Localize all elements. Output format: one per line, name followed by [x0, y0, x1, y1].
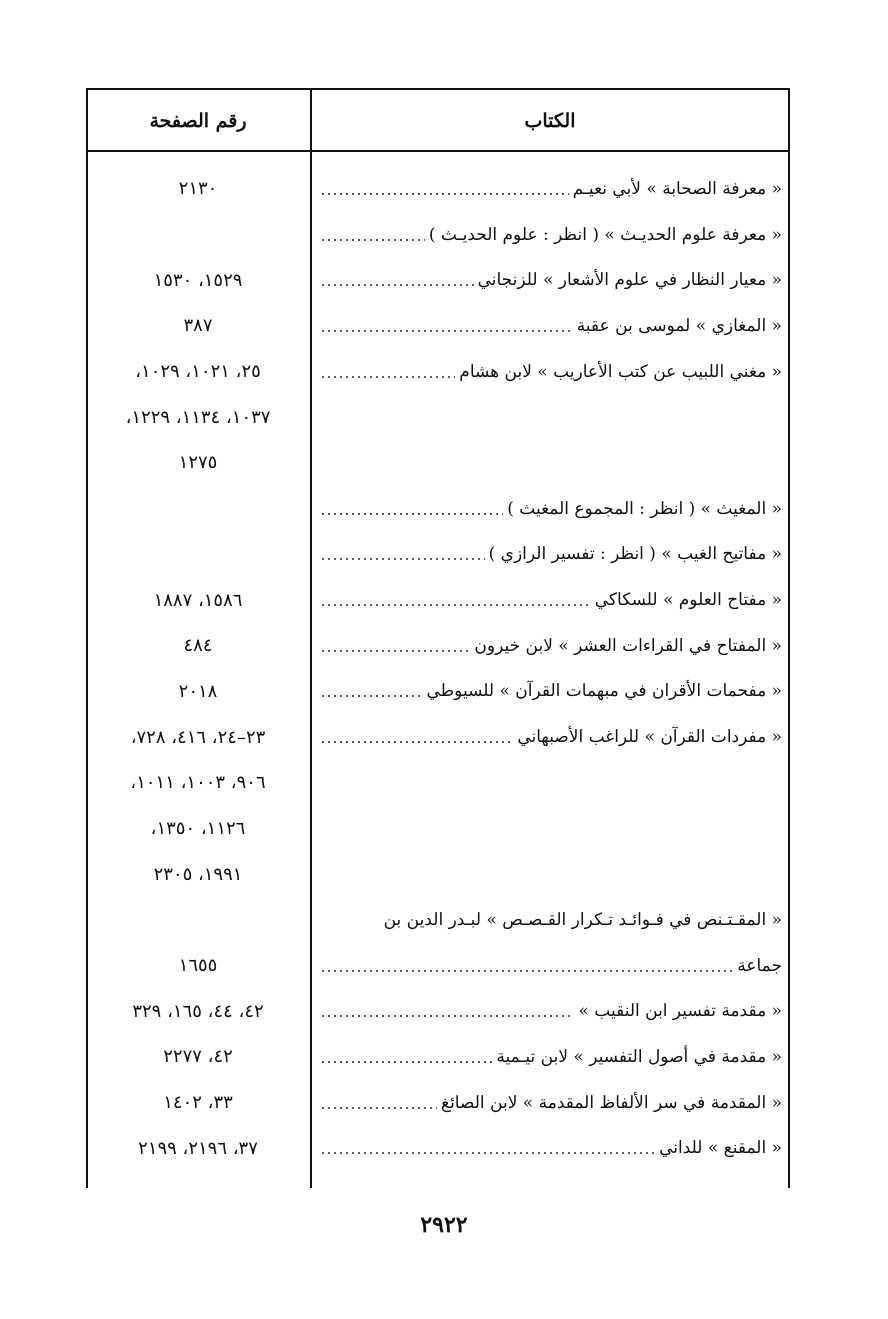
- page-number-cell: ١٩٩١، ٢٣٠٥: [153, 863, 243, 885]
- page-number-cell: [86, 532, 310, 578]
- page-number-cell: ٤٢، ٢٢٧٧: [163, 1046, 233, 1068]
- book-title: « المقنع » للداني: [659, 1138, 782, 1159]
- table-row: [86, 532, 790, 578]
- leader-dots: [320, 558, 485, 560]
- book-cell: [320, 486, 782, 532]
- book-title: « المغازي » لموسى بن عقبة: [576, 315, 782, 336]
- page-number-cell: ٢٥، ١٠٢١، ١٠٢٩،: [135, 361, 261, 383]
- leader-dots: [320, 604, 591, 606]
- leader-dots: [320, 1061, 492, 1063]
- table-row: [86, 212, 790, 258]
- page-number-cell: ٩٠٦، ١٠٠٣، ١٠١١،: [130, 772, 266, 794]
- table-row: [86, 1034, 790, 1080]
- leader-dots: [320, 284, 474, 286]
- table-row: [86, 303, 790, 349]
- book-cell: [320, 623, 782, 669]
- table-row: [86, 943, 790, 989]
- book-cell: [320, 760, 782, 806]
- table-row: [86, 760, 790, 806]
- book-title: « المقدمة في سر الألفاظ المقدمة » لابن الصائغ: [441, 1092, 782, 1113]
- table-row: [86, 988, 790, 1034]
- page-number-cell: ٣٧، ٢١٩٦، ٢١٩٩: [138, 1137, 258, 1159]
- table-row: [86, 394, 790, 440]
- page-number-cell: ٤٨٤: [183, 635, 213, 657]
- book-cell: [320, 349, 782, 395]
- book-cell: [320, 851, 782, 897]
- table-top-border: [86, 88, 790, 90]
- book-cell: [320, 394, 782, 440]
- page-number-cell: ٢١٣٠: [178, 178, 218, 200]
- book-cell: [320, 212, 782, 258]
- leader-dots: [320, 330, 573, 332]
- page-number-cell: [86, 486, 310, 532]
- book-cell: [320, 943, 782, 989]
- page-number-cell: ٣٣، ١٤٠٢: [163, 1092, 233, 1114]
- table-row: [86, 577, 790, 623]
- book-title: « معرفة علوم الحديـث » ( انظر : علوم الحديـث ): [428, 224, 782, 245]
- table-rows: [86, 166, 790, 1171]
- book-title: جماعة: [737, 955, 782, 976]
- page-number-cell: ١١٢٦، ١٣٥٠،: [150, 817, 246, 839]
- page-number-cell: [86, 897, 310, 943]
- page-number: ٢٩٢٢: [420, 1212, 468, 1238]
- book-cell: [320, 440, 782, 486]
- index-table: [86, 88, 790, 1188]
- leader-dots: [320, 1152, 655, 1154]
- table-row: [86, 714, 790, 760]
- table-row: [86, 257, 790, 303]
- book-cell: [320, 897, 782, 943]
- book-title: « مفحمات الأقران في مبهمات القرآن » للسيوطي: [426, 681, 782, 702]
- book-title: « معيار النظار في علوم الأشعار » للزنجاني: [477, 270, 782, 291]
- table-row: [86, 897, 790, 943]
- page-number-cell: ٣٨٧: [183, 315, 213, 337]
- table-row: [86, 440, 790, 486]
- page-number-cell: ١٠٣٧، ١١٣٤، ١٢٢٩،: [125, 406, 271, 428]
- header-page-number: رقم الصفحة: [149, 110, 247, 132]
- table-row: [86, 1125, 790, 1171]
- leader-dots: [320, 239, 425, 241]
- header-book: الكتاب: [524, 110, 576, 132]
- book-cell: [320, 166, 782, 212]
- table-row: [86, 623, 790, 669]
- page-number-cell: [86, 212, 310, 258]
- book-title: « مفتاح العلوم » للسكاكي: [594, 590, 782, 611]
- table-row: [86, 669, 790, 715]
- page-number-cell: ٢٣–٢٤، ٤١٦، ٧٢٨،: [130, 726, 266, 748]
- book-cell: [320, 303, 782, 349]
- header-divider: [86, 150, 790, 152]
- leader-dots: [320, 741, 513, 743]
- book-title: « مقدمة تفسير ابن النقيب »: [578, 1001, 782, 1022]
- book-cell: [320, 669, 782, 715]
- book-title: « المقـتـنص في فـوائـد تـكرار القـصـص » لبـدر الدين بن: [383, 909, 782, 930]
- book-cell: [320, 257, 782, 303]
- book-cell: [320, 1125, 782, 1171]
- book-title: « مفاتيح الغيب » ( انظر : تفسير الرازي ): [488, 544, 782, 565]
- book-title: « مقدمة في أصول التفسير » لابن تيـمية: [496, 1046, 782, 1067]
- table-row: [86, 166, 790, 212]
- table-row: [86, 349, 790, 395]
- leader-dots: [320, 970, 733, 972]
- book-cell: [320, 1080, 782, 1126]
- leader-dots: [320, 695, 422, 697]
- page-number-cell: ١٢٧٥: [178, 452, 218, 474]
- book-title: « المفتاح في القراءات العشر » لابن خيرون: [474, 635, 782, 656]
- leader-dots: [320, 1015, 574, 1017]
- book-title: « معرفة الصحابة » لأبي نعيـم: [572, 178, 782, 199]
- table-row: [86, 851, 790, 897]
- leader-dots: [320, 193, 569, 195]
- book-cell: [320, 577, 782, 623]
- page-number-cell: ٢٠١٨: [178, 680, 218, 702]
- leader-dots: [320, 376, 455, 378]
- book-cell: [320, 532, 782, 578]
- page-number-cell: ١٥٨٦، ١٨٨٧: [153, 589, 243, 611]
- book-title: « المغيث » ( انظر : المجموع المغيث ): [507, 498, 782, 519]
- page-number-cell: ٤٢، ٤٤، ١٦٥، ٣٢٩: [132, 1000, 264, 1022]
- leader-dots: [320, 513, 503, 515]
- leader-dots: [320, 650, 470, 652]
- book-cell: [320, 714, 782, 760]
- page-number-cell: ١٥٢٩، ١٥٣٠: [153, 269, 243, 291]
- book-cell: [320, 806, 782, 852]
- book-cell: [320, 1034, 782, 1080]
- table-row: [86, 1080, 790, 1126]
- book-title: « مفردات القرآن » للراغب الأصبهاني: [517, 727, 782, 748]
- leader-dots: [320, 1107, 437, 1109]
- table-row: [86, 486, 790, 532]
- page-number-cell: ١٦٥٥: [178, 955, 218, 977]
- table-row: [86, 806, 790, 852]
- book-cell: [320, 988, 782, 1034]
- book-title: « مغني اللبيب عن كتب الأعاريب » لابن هشام: [459, 361, 782, 382]
